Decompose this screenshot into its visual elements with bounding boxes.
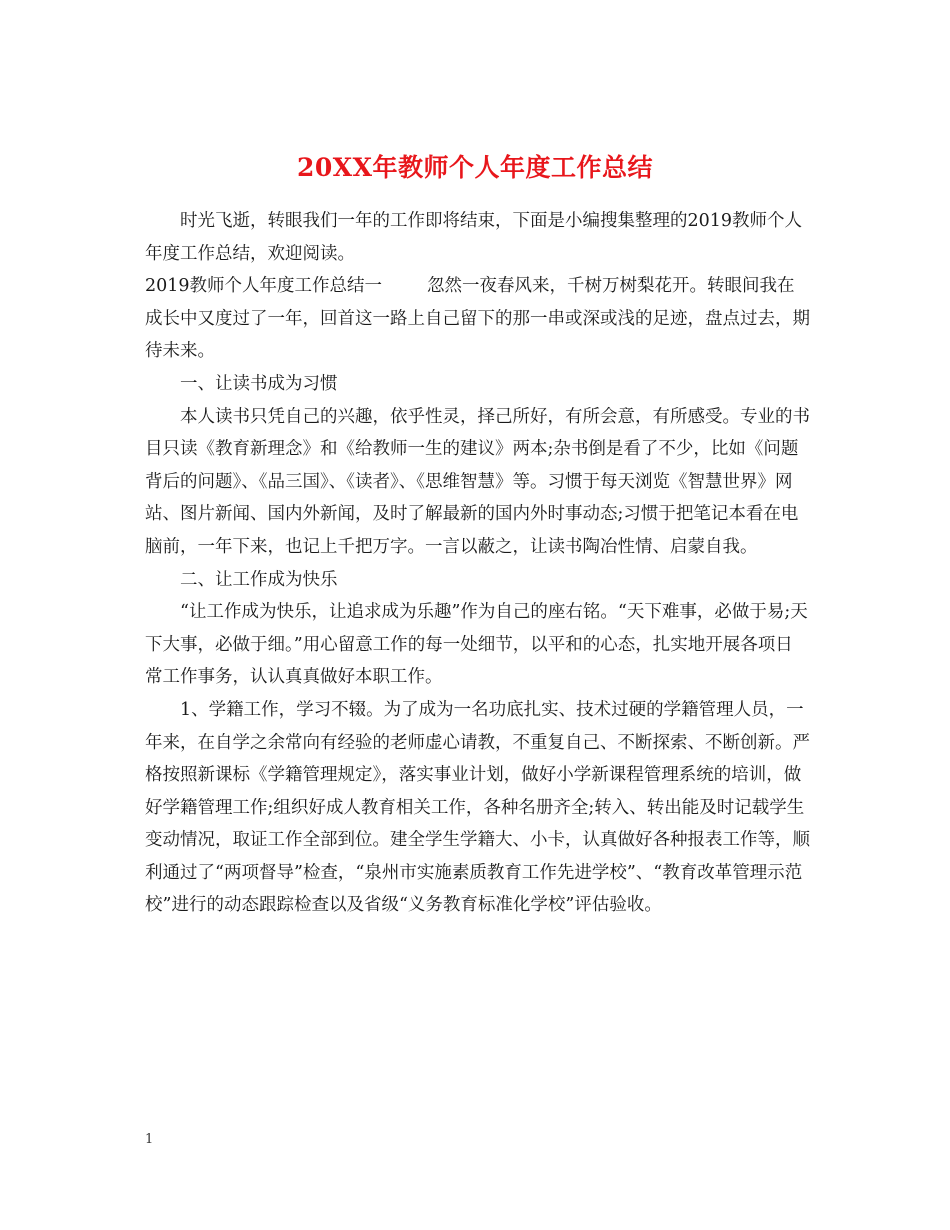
student-records-paragraph: 1、学籍工作，学习不辍。为了成为一名功底扎实、技术过硬的学籍管理人员，一年来，在自学之余常向有经验的老师虚心请教，不重复自己、不断探索、不断创新。严格按照新课标《学籍管理规定》，落实事业计划，做好小学新课程管理系统的培训，做好学籍管理工作;组织好成人教育相关工作，各种名册齐全;转入、转出能及时记载学生变动情况，取证工作全部到位。建全学生学籍大、小卡，认真做好各种报表工作等，顺利通过了“两项督导”检查，“泉州市实施素质教育工作先进学校”、“教育改革管理示范校”进行的动态跟踪检查以及省级“义务教育标准化学校”评估验收。 [145,699,810,916]
section-opening-paragraph [145,270,810,368]
work-motto-paragraph: “让工作成为快乐，让追求成为乐趣”作为自己的座右铭。“天下难事，必做于易;天下大事，必做于细。”用心留意工作的每一处细节，以平和的心态，扎实地开展各项日常工作事务，认认真真做好本职工作。 [145,602,808,688]
section-opening-text: 忽然一夜春风来，千树万树梨花开。转眼间我在成长中又度过了一年，回首这一路上自己留下的那一串或深或浅的足迹，盘点过去，期待未来。 [145,276,810,362]
page-number: 1 [145,1132,154,1147]
heading-work: 二、让工作成为快乐 [180,569,338,590]
section-heading: 2019教师个人年度工作总结一 [145,276,383,297]
intro-paragraph: 时光飞逝，转眼我们一年的工作即将结束，下面是小编搜集整理的2019教师个人年度工作总结，欢迎阅读。 [145,211,803,264]
document-body [145,205,810,922]
document-title: 20XX年教师个人年度工作总结 [296,152,654,182]
reading-paragraph: 本人读书只凭自己的兴趣，依乎性灵，择己所好，有所会意，有所感受。专业的书目只读《教育新理念》和《给教师一生的建议》两本;杂书倒是看了不少，比如《问题背后的问题》、《品三国》、《读者》、《思维智慧》等。习惯于每天浏览《智慧世界》网站、图片新闻、国内外新闻，及时了解最新的国内外时事动态;习惯于把笔记本看在电脑前，一年下来，也记上千把万字。一言以蔽之，让读书陶冶性情、启蒙自我。 [145,406,810,557]
heading-reading: 一、让读书成为习惯 [180,373,338,394]
